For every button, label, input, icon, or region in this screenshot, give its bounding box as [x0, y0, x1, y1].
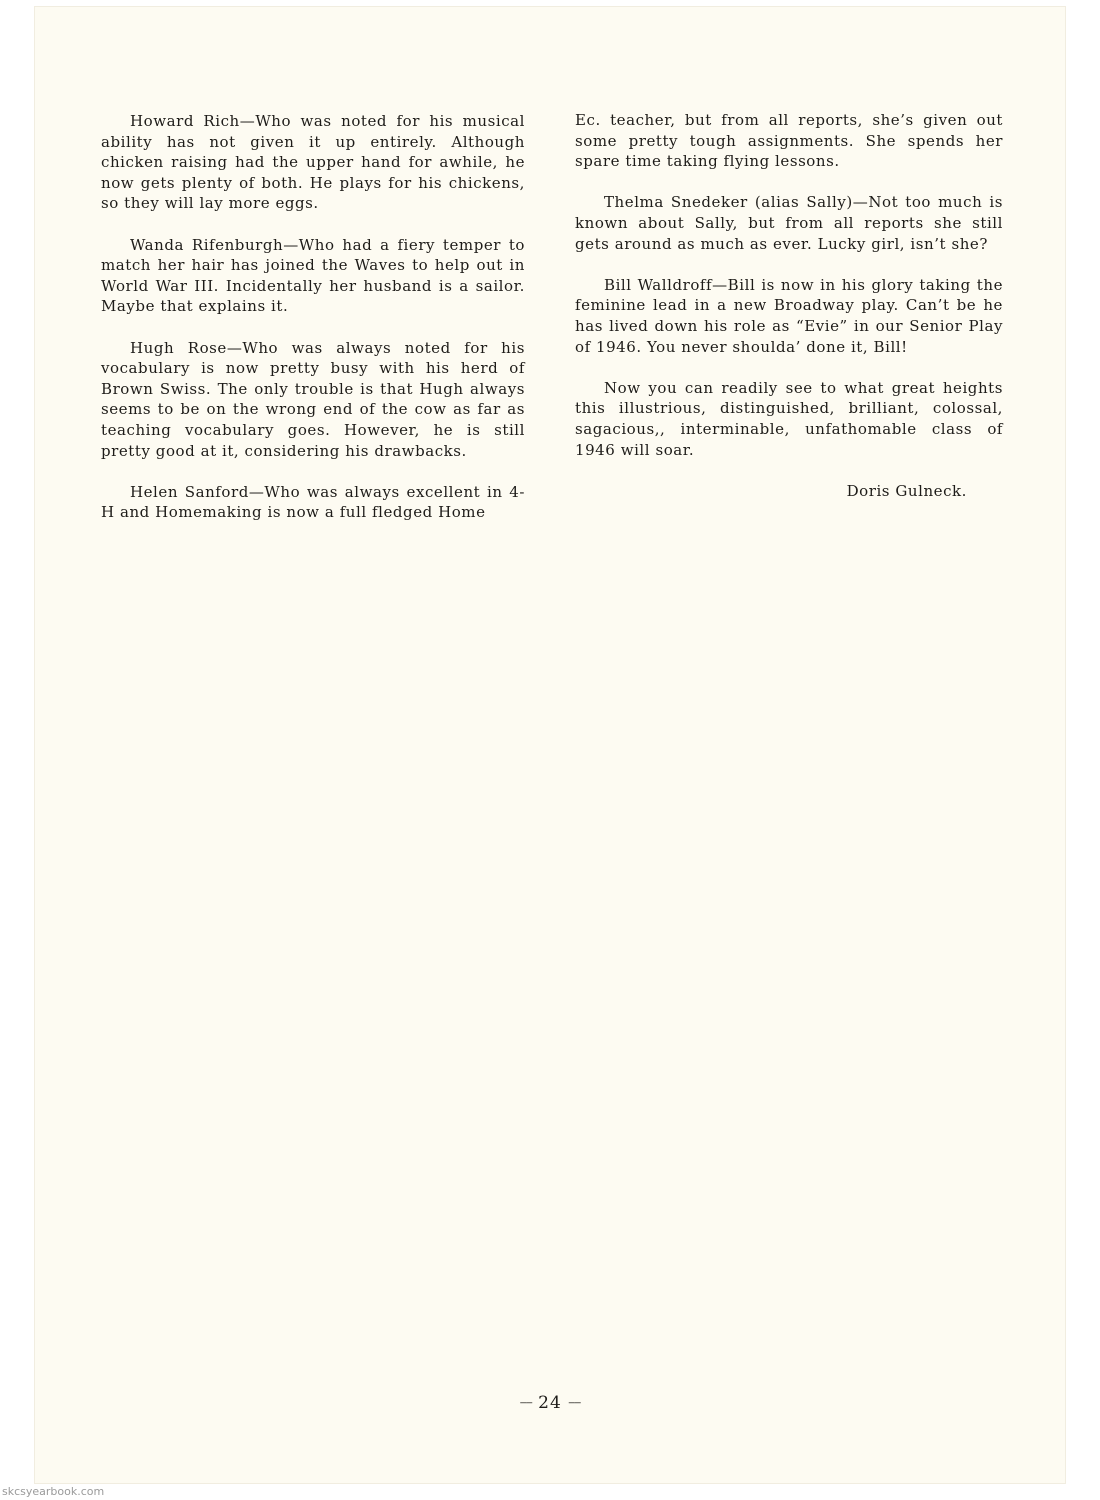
page-number-dash-left: ‒‒ — [519, 1396, 532, 1409]
prophecy-helen-sanford: Helen Sanford—Who was always excellent in 4-H and Homemaking is now a full fledged Home — [101, 482, 525, 522]
page-number-dash-right: ‒‒ — [568, 1396, 581, 1409]
prophecy-bill-walldroff: Bill Walldroff—Bill is now in his glory taking the feminine lead in a new Broadway play. Can’t be he has lived down his role as “Evie” in our Senior Play of 1946. You never shoulda’ done it, Bill! — [575, 275, 1003, 356]
prophecy-howard-rich: Howard Rich—Who was noted for his musical ability has not given it up entirely. Although chicken raising had the upper hand for awhile, he now gets plenty of both. He plays for his chickens, so they will lay more eggs. — [101, 112, 525, 213]
author-signature: Doris Gulneck. — [846, 481, 967, 500]
prophecy-thelma-snedeker: Thelma Snedeker (alias Sally)—Not too much is known about Sally, but from all reports she still gets around as much as ever. Lucky girl, isn’t she? — [575, 193, 1003, 253]
right-column — [575, 110, 1003, 501]
closing-paragraph: Now you can readily see to what great heights this illustrious, distinguished, brilliant, colossal, sagacious,, interminable, unfathomable class of 1946 will soar. — [575, 378, 1003, 459]
page-number — [0, 1393, 1100, 1413]
prophecy-wanda-rifenburgh: Wanda Rifenburgh—Who had a fiery temper to match her hair has joined the Waves to help out in World War III. Incidentally her husband is a sailor. Maybe that explains it. — [101, 235, 525, 316]
prophecy-hugh-rose: Hugh Rose—Who was always noted for his vocabulary is now pretty busy with his herd of Brown Swiss. The only trouble is that Hugh always seems to be on the wrong end of the cow as far as teaching vocabulary goes. However, he is still pretty good at it, considering his drawbacks. — [101, 338, 525, 460]
left-column — [101, 111, 525, 543]
prophecy-helen-sanford-continued: Ec. teacher, but from all reports, she’s given out some pretty tough assignments. She spends her spare time taking flying lessons. — [575, 111, 1003, 171]
site-watermark: skcsyearbook.com — [2, 1485, 105, 1498]
page-number-value: 24 — [538, 1393, 562, 1413]
